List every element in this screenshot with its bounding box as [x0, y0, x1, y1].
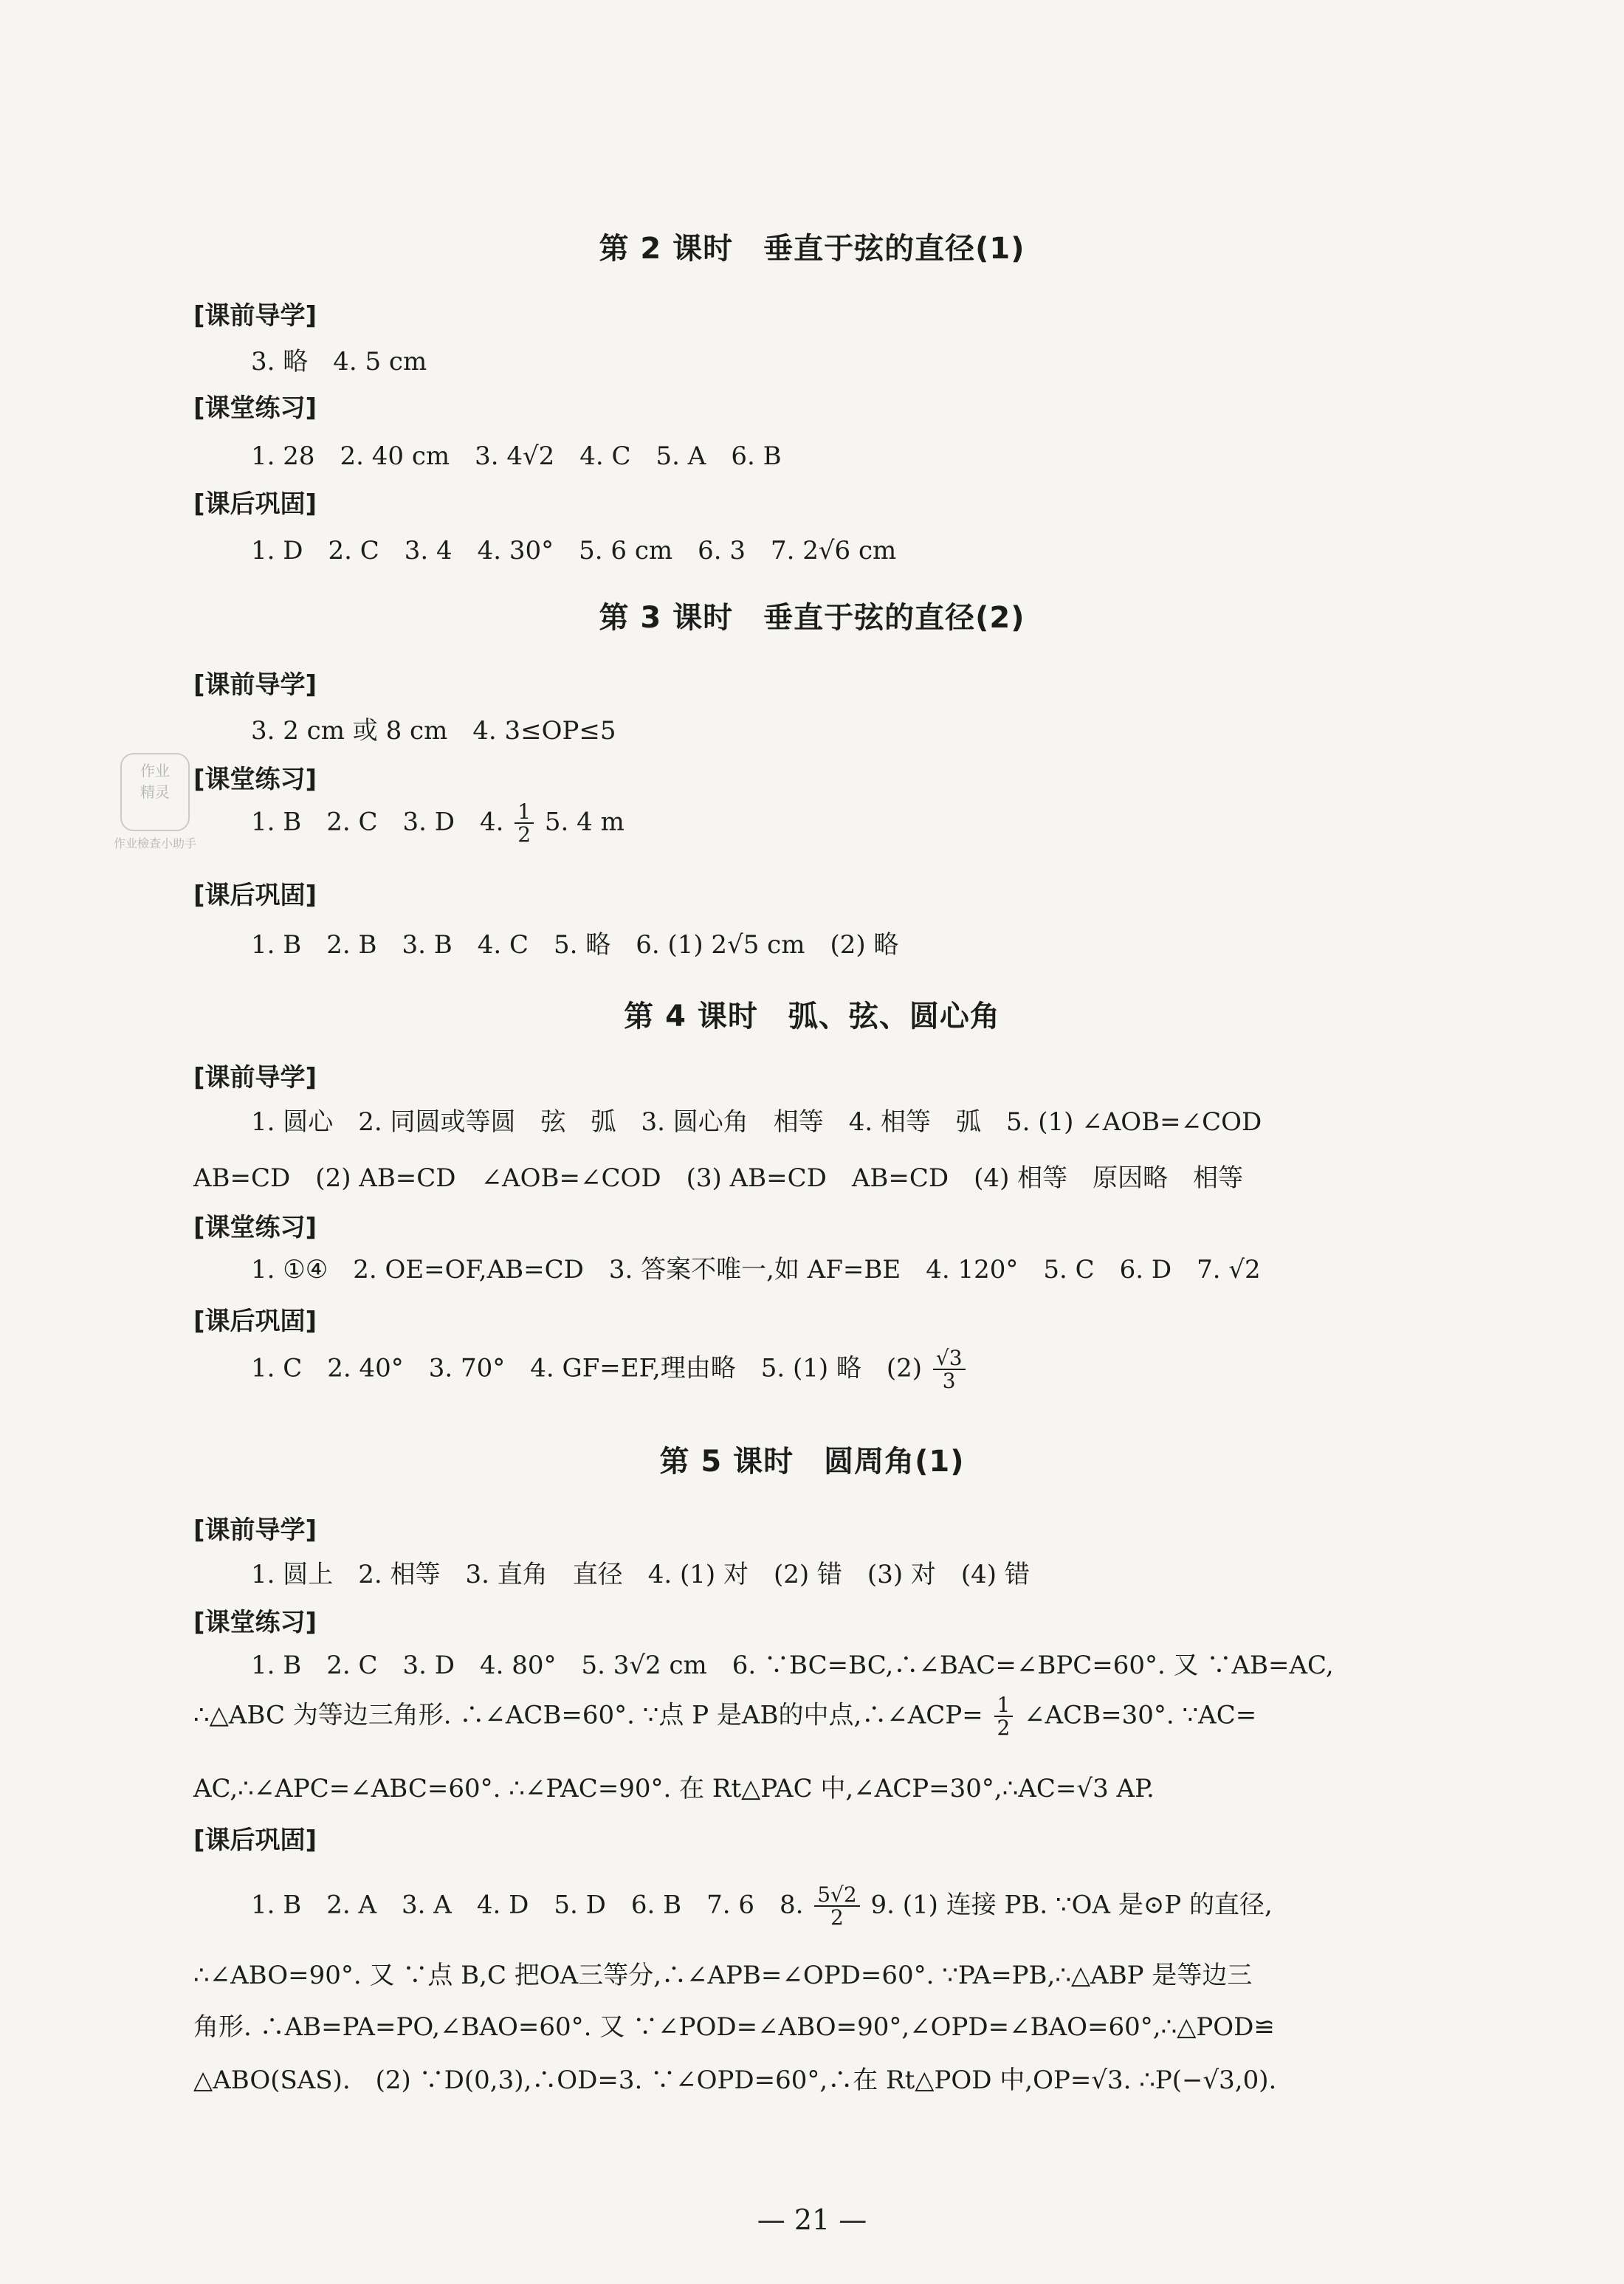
- answer-line: 1. B 2. C 3. D 4. $\frac{1}{2}$ 5. 4 m: [251, 799, 625, 847]
- answer-line: 3. 2 cm 或 8 cm 4. 3≤OP≤5: [251, 716, 616, 746]
- section-header-post: [课后巩固]: [193, 489, 317, 519]
- section-header-class: [课堂练习]: [193, 393, 317, 423]
- answer-line: 1. 圆上 2. 相等 3. 直角 直径 4. (1) 对 (2) 错 (3) 对 (4) 错: [251, 1560, 1030, 1589]
- answer-line: ∴△ABC 为等边三角形. ∴∠ACB=60°. ∵点 P 是AB的中点,∴∠ACP= $\frac{1}{2}$ ∠ACB=30°. ∵AC=: [193, 1693, 1257, 1741]
- section-header-class: [课堂练习]: [193, 765, 317, 794]
- answer-line: AC,∴∠APC=∠ABC=60°. ∴∠PAC=90°. 在 Rt△PAC 中,∠ACP=30°,∴AC=√3 AP.: [193, 1774, 1155, 1803]
- answer-line: 1. 28 2. 40 cm 3. 4√2 4. C 5. A 6. B: [251, 441, 782, 471]
- section-header-post: [课后巩固]: [193, 1307, 317, 1336]
- answer-line: 1. B 2. C 3. D 4. 80° 5. 3√2 cm 6. ∵BC=BC,∴∠BAC=∠BPC=60°. 又 ∵AB=AC,: [251, 1651, 1334, 1680]
- page-number: — 21 —: [757, 2204, 867, 2236]
- section-title: 第 2 课时 垂直于弦的直径(1): [599, 232, 1025, 266]
- section-header-pre: [课前导学]: [193, 1516, 317, 1545]
- answer-line: AB=CD (2) AB=CD ∠AOB=∠COD (3) AB=CD AB=CD (4) 相等 原因略 相等: [193, 1163, 1244, 1193]
- answer-line: 1. B 2. A 3. A 4. D 5. D 6. B 7. 6 8. $\frac{5√2}{2}$ 9. (1) 连接 PB. ∵OA 是⊙P 的直径,: [251, 1882, 1273, 1930]
- section-title: 第 4 课时 弧、弦、圆心角: [624, 1000, 1000, 1033]
- fraction: $\frac{5√2}{2}$: [814, 1884, 859, 1929]
- section-header-pre: [课前导学]: [193, 1063, 317, 1093]
- fraction: $\frac{1}{2}$: [515, 801, 534, 846]
- answer-line: 角形. ∴AB=PA=PO,∠BAO=60°. 又 ∵∠POD=∠ABO=90°,∠OPD=∠BAO=60°,∴△POD≌: [193, 2012, 1275, 2042]
- answer-line: 1. B 2. B 3. B 4. C 5. 略 6. (1) 2√5 cm (2) 略: [251, 930, 899, 960]
- section-header-post: [课后巩固]: [193, 1826, 317, 1855]
- fraction: $\frac{1}{2}$: [994, 1694, 1014, 1739]
- answer-line: △ABO(SAS). (2) ∵D(0,3),∴OD=3. ∵∠OPD=60°,∴在 Rt△POD 中,OP=√3. ∴P(−√3,0).: [193, 2065, 1277, 2095]
- section-header-post: [课后巩固]: [193, 881, 317, 910]
- section-header-pre: [课前导学]: [193, 670, 317, 700]
- fraction: $\frac{√3}{3}$: [933, 1347, 966, 1392]
- answer-line: 1. ①④ 2. OE=OF,AB=CD 3. 答案不唯一,如 AF=BE 4. 120° 5. C 6. D 7. √2: [251, 1255, 1261, 1284]
- watermark-logo: 作业 精灵 作业檢查小助手: [89, 753, 221, 864]
- answer-line: 1. 圆心 2. 同圆或等圆 弦 弧 3. 圆心角 相等 4. 相等 弧 5. (1) ∠AOB=∠COD: [251, 1107, 1262, 1137]
- section-title: 第 3 课时 垂直于弦的直径(2): [599, 601, 1025, 635]
- section-title: 第 5 课时 圆周角(1): [659, 1445, 965, 1479]
- answer-line: 1. D 2. C 3. 4 4. 30° 5. 6 cm 6. 3 7. 2√6 cm: [251, 536, 897, 565]
- section-header-class: [课堂练习]: [193, 1213, 317, 1242]
- section-header-class: [课堂练习]: [193, 1608, 317, 1637]
- section-header-pre: [课前导学]: [193, 301, 317, 331]
- answer-line: ∴∠ABO=90°. 又 ∵点 B,C 把OA三等分,∴∠APB=∠OPD=60°. ∵PA=PB,∴△ABP 是等边三: [193, 1961, 1253, 1990]
- answer-line: 1. C 2. 40° 3. 70° 4. GF=EF,理由略 5. (1) 略 (2) $\frac{√3}{3}$: [251, 1347, 968, 1392]
- answer-line: 3. 略 4. 5 cm: [251, 347, 427, 376]
